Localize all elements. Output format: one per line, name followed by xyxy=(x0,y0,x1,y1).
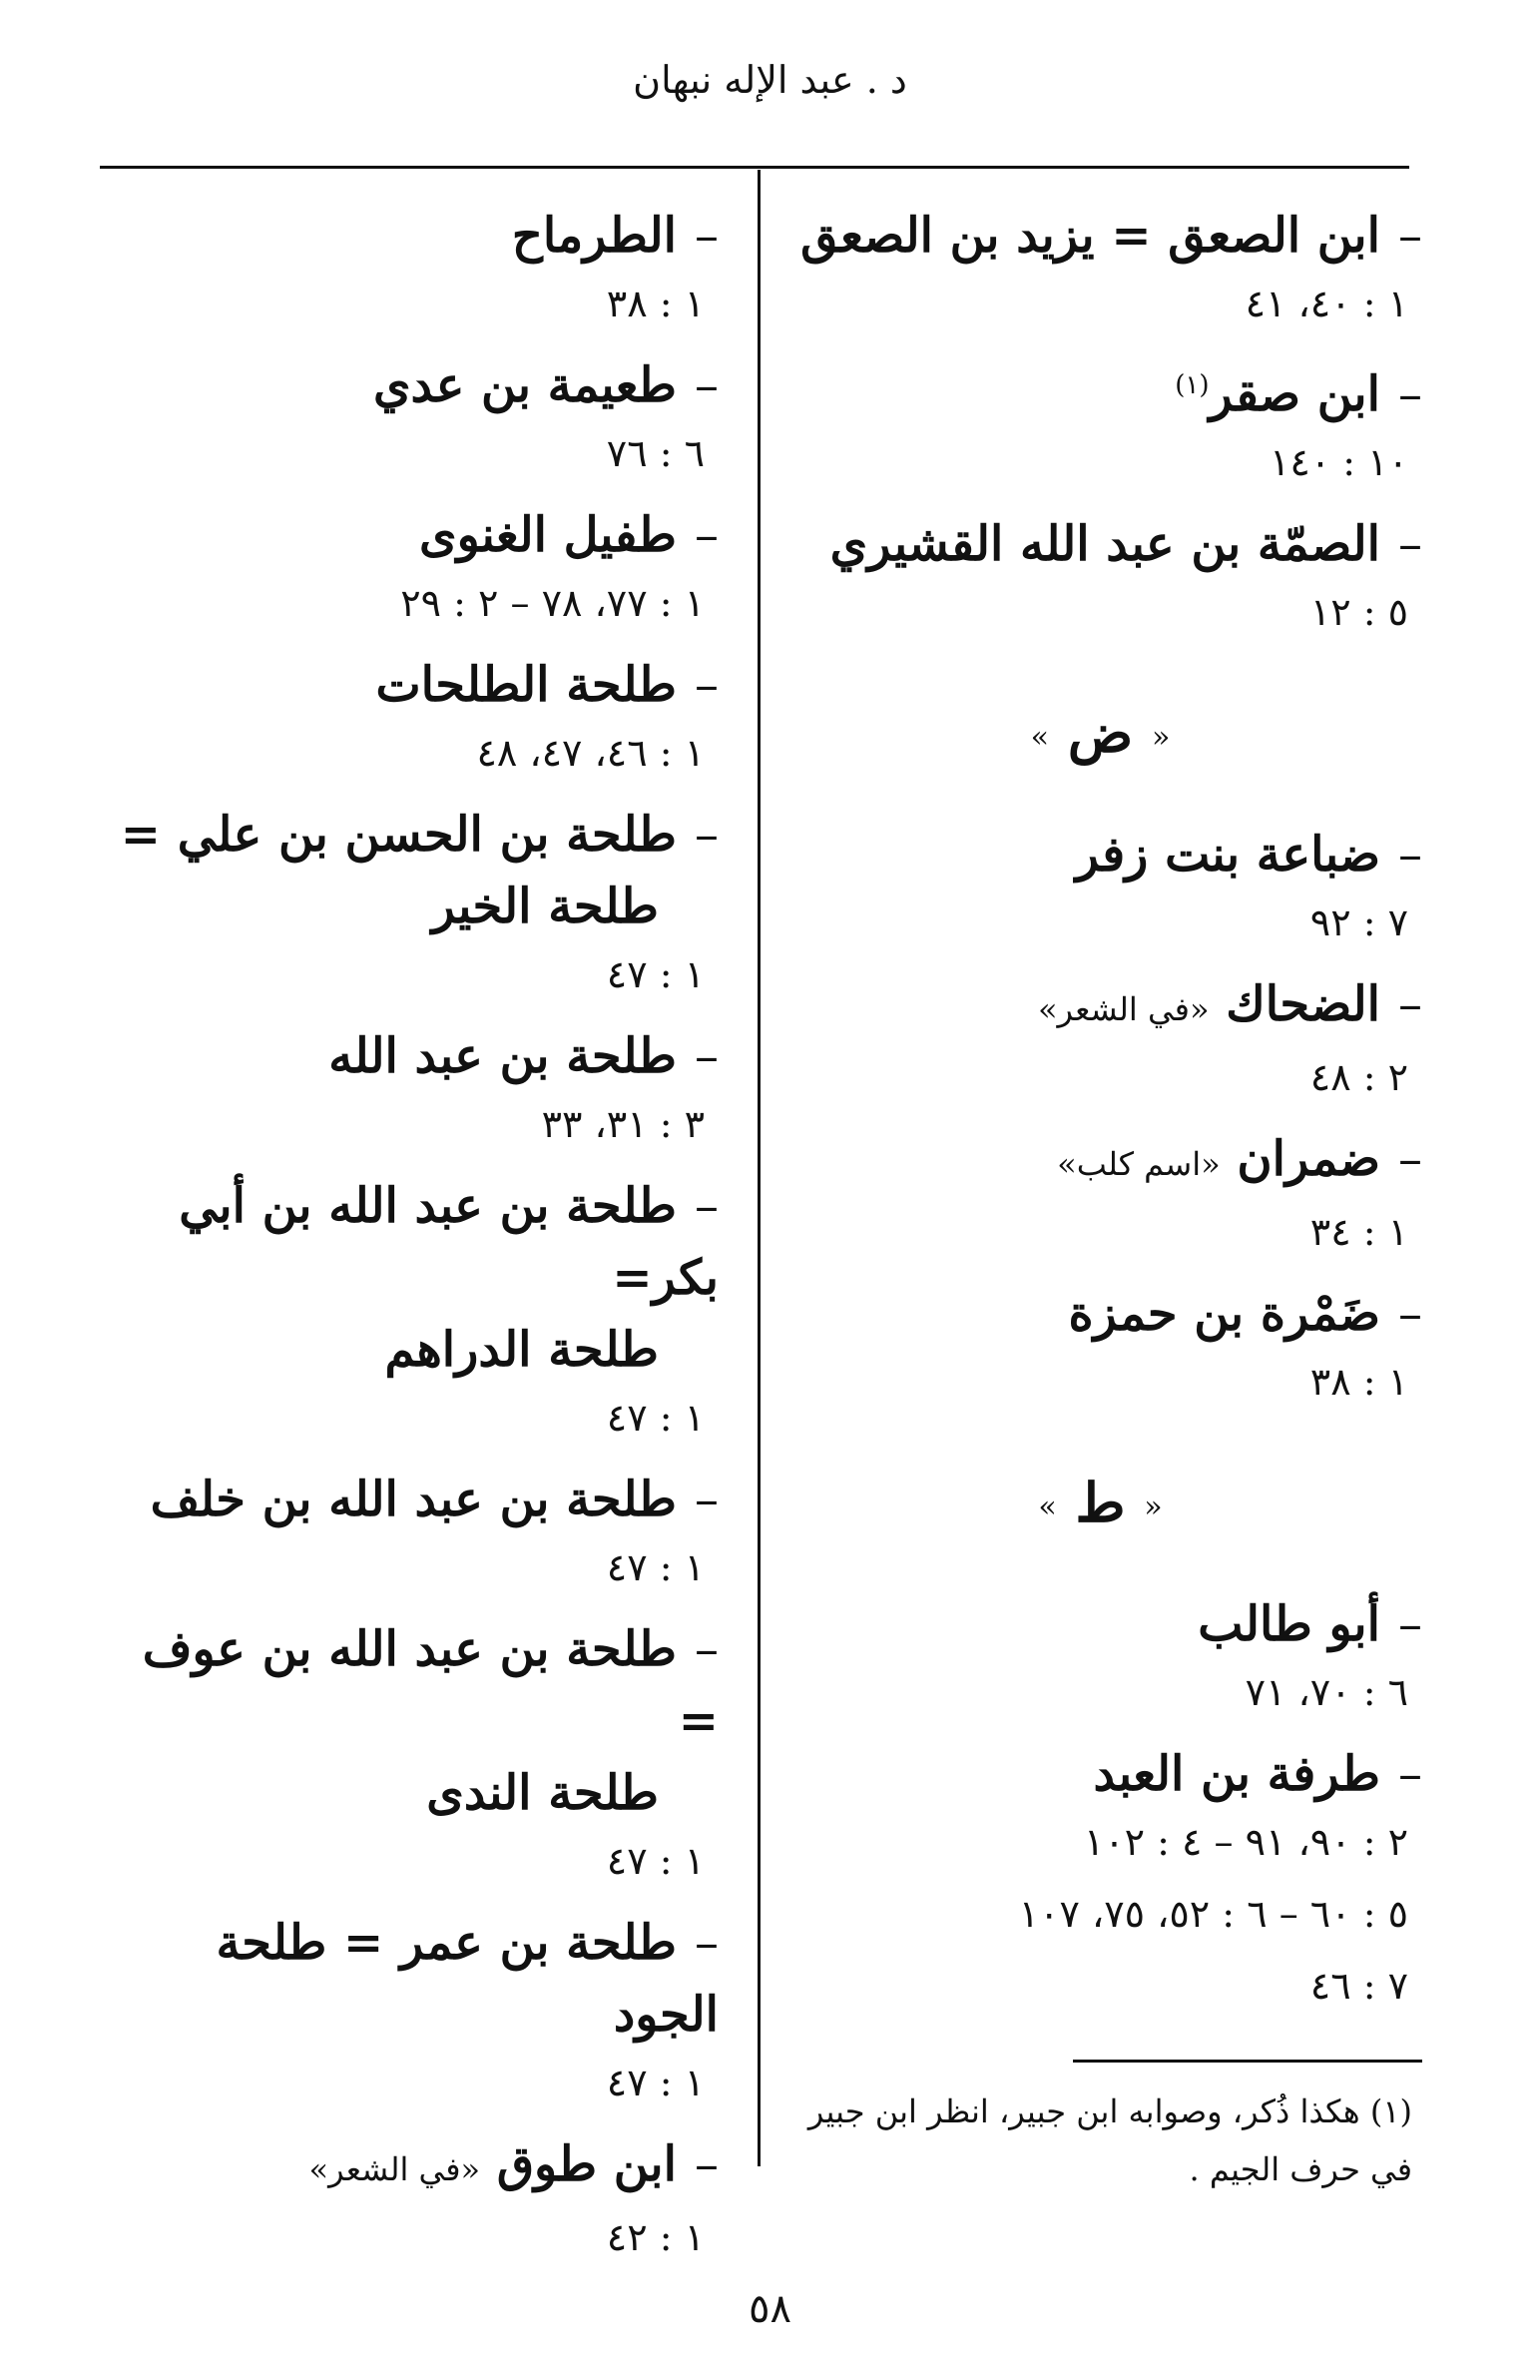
entry-name: ابن الصعق = يزيد بن الصعق xyxy=(800,208,1380,264)
index-entry: –أبو طالب ٦ : ٧٠، ٧١ xyxy=(778,1588,1422,1724)
column-divider xyxy=(758,170,761,2166)
index-entry: –طلحة بن عبد الله بن أبي بكر= طلحة الدراهم ١ : ٤٧ xyxy=(100,1170,719,1450)
entry-name: ضمران xyxy=(1237,1130,1380,1187)
index-entry: –ابن طوق «في الشعر» ١ : ٤٢ xyxy=(100,2128,719,2269)
index-entry: –ابن الصعق = يزيد بن الصعق ١ : ٤٠، ٤١ xyxy=(778,200,1422,335)
entry-refs: ١ : ٤٧ xyxy=(606,1839,705,1883)
entry-note: «في الشعر» xyxy=(1037,989,1210,1028)
entry-name: ابن طوق xyxy=(496,2136,677,2192)
entry-name: ابن صقر xyxy=(1209,366,1380,422)
entry-refs: ١ : ٤٦، ٤٧، ٤٨ xyxy=(476,731,705,775)
header-rule xyxy=(100,166,1409,169)
running-header: د . عبد الإله نبهان xyxy=(633,58,907,102)
entry-name: طلحة بن عبد الله بن أبي بكر= xyxy=(179,1178,719,1306)
index-entry: –ضمران «اسم كلب» ١ : ٣٤ xyxy=(778,1123,1422,1264)
entry-name: طعيمة بن عدي xyxy=(372,357,677,413)
index-entry: –الضحاك «في الشعر» ٢ : ٤٨ xyxy=(778,968,1422,1109)
entry-refs: ٢ : ٩٠، ٩١ – ٤ : ١٠٢ xyxy=(1083,1819,1408,1864)
index-entry: –طلحة بن عبد الله بن عوف = طلحة الندى ١ : ٤٧ xyxy=(100,1613,719,1893)
index-entry: –ابن صقر$^{(١)}$ ١٠ : ١٤٠ xyxy=(778,349,1422,494)
footnote-marker: (١) xyxy=(1175,370,1210,400)
entry-name: طرفة بن العبد xyxy=(1093,1745,1380,1802)
entry-refs: ١ : ٤٠، ٤١ xyxy=(1245,282,1408,325)
entry-refs: ١ : ٤٧ xyxy=(606,2061,705,2104)
entry-refs: ١ : ٣٨ xyxy=(1309,1359,1408,1404)
section-letter-ta: « ط » xyxy=(1038,1470,1163,1534)
entry-name: طلحة الطلحات xyxy=(375,657,677,713)
entry-name: طلحة بن الحسن بن علي = xyxy=(120,807,677,863)
index-entry: –طفيل الغنوى ١ : ٧٧، ٧٨ – ٢ : ٢٩ xyxy=(100,499,719,635)
entry-name: طلحة بن عبد الله بن عوف = xyxy=(142,1621,719,1749)
entry-refs: ٥ : ١٢ xyxy=(1309,590,1408,634)
entry-refs: ٢ : ٤٨ xyxy=(1309,1054,1408,1099)
entry-refs: ٦ : ٧٦ xyxy=(606,431,705,475)
entry-name: طفيل الغنوى xyxy=(419,507,677,563)
entry-refs: ١ : ٤٧ xyxy=(606,952,705,996)
index-entry: –ضباعة بنت زفر ٧ : ٩٢ xyxy=(778,819,1422,954)
section-letter-dad: « ض » xyxy=(1030,701,1171,765)
footnote-rule xyxy=(1073,2060,1422,2063)
entry-name-continued: طلحة الندى xyxy=(426,1765,659,1821)
entry-refs: ١ : ٤٧ xyxy=(606,1396,705,1440)
entry-refs: ١ : ٧٧، ٧٨ – ٢ : ٢٩ xyxy=(400,581,705,625)
index-entry: –الصمّة بن عبد الله القشيري ٥ : ١٢ xyxy=(778,508,1422,644)
index-entry: –ضَمْرة بن حمزة ١ : ٣٨ xyxy=(778,1278,1422,1414)
entry-refs: ١ : ٤٢ xyxy=(606,2215,705,2259)
index-entry: –طعيمة بن عدي ٦ : ٧٦ xyxy=(100,349,719,485)
index-entry: –طلحة بن الحسن بن علي = طلحة الخير ١ : ٤٧ xyxy=(100,799,719,1006)
entry-refs: ١ : ٣٤ xyxy=(1309,1209,1408,1254)
entry-note: «اسم كلب» xyxy=(1057,1144,1221,1183)
index-entry: –طلحة بن عبد الله بن خلف ١ : ٤٧ xyxy=(100,1464,719,1599)
entry-name: أبو طالب xyxy=(1198,1595,1380,1652)
entry-refs: ٣ : ٣١، ٣٣ xyxy=(541,1102,705,1146)
entry-name: الصمّة بن عبد الله القشيري xyxy=(829,516,1380,572)
entry-refs: ١ : ٤٧ xyxy=(606,1545,705,1589)
page-number: ٥٨ xyxy=(749,2286,791,2332)
index-entry: –طرفة بن العبد ٢ : ٩٠، ٩١ – ٤ : ١٠٢ ٥ : ٦٠ – ٦ : ٥٢، ٧٥، ١٠٧ ٧ : ٤٦ xyxy=(778,1738,1422,2018)
index-entry: –طلحة بن عبد الله ٣ : ٣١، ٣٣ xyxy=(100,1020,719,1156)
entry-name: طلحة بن عمر = طلحة الجود xyxy=(216,1915,719,2043)
entry-name: طلحة بن عبد الله xyxy=(328,1028,677,1084)
entry-name: ضباعة بنت زفر xyxy=(1075,826,1380,883)
index-column-right xyxy=(778,200,1422,2198)
index-entry: –طلحة الطلحات ١ : ٤٦، ٤٧، ٤٨ xyxy=(100,649,719,785)
entry-refs: ٦ : ٧٠، ٧١ xyxy=(1245,1669,1408,1714)
footnote: (١) هكذا ذُكر، وصوابه ابن جبير، انظر ابن جبير في حرف الجيم . xyxy=(807,2091,1412,2188)
entry-refs: ٥ : ٦٠ – ٦ : ٥٢، ٧٥، ١٠٧ xyxy=(1018,1891,1408,1936)
index-entry: –الطرماح ١ : ٣٨ xyxy=(100,200,719,335)
entry-name: طلحة بن عبد الله بن خلف xyxy=(150,1472,677,1527)
entry-refs: ٧ : ٩٢ xyxy=(1309,899,1408,944)
entry-name: ضَمْرة بن حمزة xyxy=(1068,1285,1380,1342)
entry-refs: ٧ : ٤٦ xyxy=(1309,1963,1408,2008)
entry-name: الطرماح xyxy=(511,208,677,264)
index-column-left xyxy=(100,200,719,2283)
index-entry: –طلحة بن عمر = طلحة الجود ١ : ٤٧ xyxy=(100,1907,719,2114)
entry-note: «في الشعر» xyxy=(308,2150,481,2188)
entry-refs: ١ : ٣٨ xyxy=(606,282,705,325)
entry-name-continued: طلحة الخير xyxy=(431,879,659,934)
entry-refs: ١٠ : ١٤٠ xyxy=(1269,440,1408,484)
entry-name: الضحاك xyxy=(1226,975,1380,1032)
entry-name-continued: طلحة الدراهم xyxy=(384,1322,659,1378)
